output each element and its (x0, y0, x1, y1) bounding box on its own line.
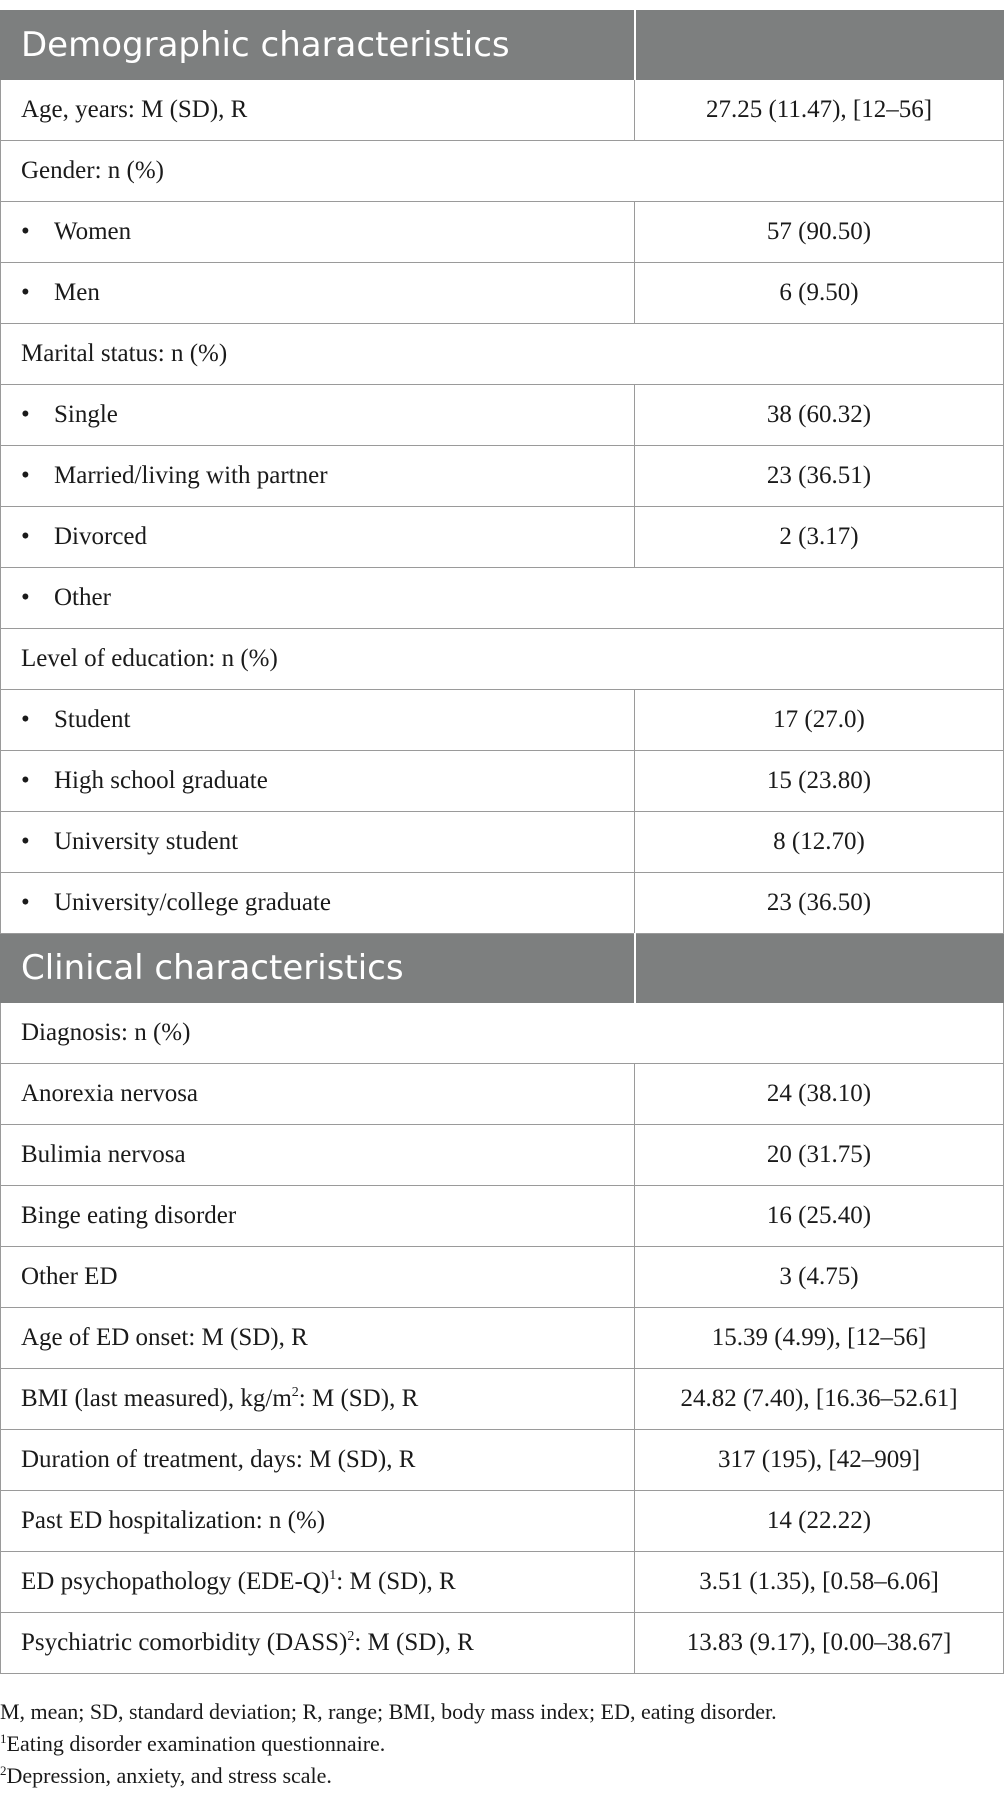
table-row (1, 1247, 1004, 1308)
row-label-cell (1, 1003, 1004, 1064)
row-label: High school graduate (54, 767, 268, 794)
bullet-marker: • (21, 462, 30, 489)
row-label-cell (1, 629, 1004, 690)
row-label: Single (54, 401, 118, 428)
row-label: Age, years: M (SD), R (21, 96, 248, 123)
table-row (1, 1491, 1004, 1552)
row-value: 17 (27.0) (635, 690, 1004, 751)
row-label: Bulimia nervosa (21, 1141, 186, 1168)
row-label-cell (1, 1430, 635, 1491)
table-row (1, 568, 1004, 629)
table-row (1, 446, 1004, 507)
table-row (1, 873, 1004, 934)
row-label: ED psychopathology (EDE-Q) (21, 1568, 330, 1595)
row-value: 27.25 (11.47), [12–56] (635, 80, 1004, 141)
table-row (1, 1064, 1004, 1125)
bullet-marker: • (21, 401, 30, 428)
table-row (1, 1430, 1004, 1491)
bullet-marker: • (21, 706, 30, 733)
row-label-cell (1, 1186, 635, 1247)
section-header-empty-cell (635, 11, 1004, 80)
table-row (1, 690, 1004, 751)
row-label-suffix: : M (SD), R (298, 1385, 419, 1412)
row-label-cell (1, 1369, 635, 1430)
row-label: Past ED hospitalization: n (%) (21, 1507, 326, 1534)
row-value: 24 (38.10) (635, 1064, 1004, 1125)
table-row (1, 1552, 1004, 1613)
section-header-empty-cell (635, 934, 1004, 1003)
footnote-mark: 2 (0, 1763, 7, 1778)
table-row (1, 1003, 1004, 1064)
footnote (0, 1728, 1004, 1760)
table-row (1, 385, 1004, 446)
row-value: 38 (60.32) (635, 385, 1004, 446)
row-label: Diagnosis: n (%) (21, 1019, 191, 1046)
footnote (0, 1696, 1004, 1728)
row-value: 6 (9.50) (635, 263, 1004, 324)
table-row (1, 629, 1004, 690)
footnote-marker: 2 (291, 1385, 299, 1400)
row-value: 13.83 (9.17), [0.00–38.67] (635, 1613, 1004, 1674)
table-row (1, 324, 1004, 385)
row-label-cell (1, 1125, 635, 1186)
table-row (1, 263, 1004, 324)
row-value: 23 (36.50) (635, 873, 1004, 934)
bullet-marker: • (21, 523, 30, 550)
row-label-cell (1, 1613, 635, 1674)
footnote (0, 1760, 1004, 1792)
table-footnotes (0, 1696, 1004, 1792)
row-label: Married/living with partner (54, 462, 328, 489)
section-header-row (1, 11, 1004, 80)
row-label-suffix: : M (SD), R (336, 1568, 456, 1595)
row-label-cell (1, 1308, 635, 1369)
row-value: 317 (195), [42–909] (635, 1430, 1004, 1491)
bullet-marker: • (21, 218, 30, 245)
bullet-marker: • (21, 279, 30, 306)
row-label: Anorexia nervosa (21, 1080, 199, 1107)
bullet-marker: • (21, 584, 30, 611)
row-label-cell (1, 507, 635, 568)
footnote-marker: 1 (329, 1568, 337, 1583)
row-label-cell (1, 1064, 635, 1125)
row-value: 14 (22.22) (635, 1491, 1004, 1552)
row-label-cell (1, 1552, 635, 1613)
row-label: Age of ED onset: M (SD), R (21, 1324, 308, 1351)
row-label-cell (1, 690, 635, 751)
row-value: 20 (31.75) (635, 1125, 1004, 1186)
table-row (1, 141, 1004, 202)
row-value: 8 (12.70) (635, 812, 1004, 873)
table-row (1, 812, 1004, 873)
row-label: Other ED (21, 1263, 118, 1290)
table-row (1, 507, 1004, 568)
table-row (1, 1369, 1004, 1430)
row-label: Divorced (54, 523, 148, 550)
row-value: 57 (90.50) (635, 202, 1004, 263)
row-label-cell (1, 812, 635, 873)
table-row (1, 1613, 1004, 1674)
table-row (1, 1308, 1004, 1369)
row-label: Student (54, 706, 131, 733)
footnote-mark: 1 (0, 1731, 7, 1746)
row-label: Duration of treatment, days: M (SD), R (21, 1446, 416, 1473)
row-label-cell (1, 1491, 635, 1552)
characteristics-table-wrapper (0, 10, 1004, 1674)
row-label-cell (1, 202, 635, 263)
table-row (1, 751, 1004, 812)
row-label: University/college graduate (54, 889, 331, 916)
bullet-marker: • (21, 828, 30, 855)
footnote-text: Eating disorder examination questionnaire. (6, 1731, 386, 1756)
table-row (1, 202, 1004, 263)
row-label: Gender: n (%) (21, 157, 164, 184)
row-label: University student (54, 828, 239, 855)
row-value: 16 (25.40) (635, 1186, 1004, 1247)
footnote-marker: 2 (347, 1629, 355, 1644)
row-label-cell (1, 324, 1004, 385)
row-label-cell (1, 385, 635, 446)
bullet-marker: • (21, 889, 30, 916)
row-label-suffix: : M (SD), R (354, 1629, 474, 1656)
table-row (1, 80, 1004, 141)
row-label: Men (54, 279, 100, 306)
table-row (1, 1186, 1004, 1247)
row-label-cell (1, 751, 635, 812)
row-label-cell (1, 263, 635, 324)
row-label: Marital status: n (%) (21, 340, 228, 367)
row-label-cell (1, 873, 635, 934)
section-title: Clinical characteristics (1, 934, 635, 1003)
row-label: Binge eating disorder (21, 1202, 237, 1229)
section-header-row (1, 934, 1004, 1003)
row-label-cell (1, 568, 1004, 629)
row-value: 3 (4.75) (635, 1247, 1004, 1308)
row-label-cell (1, 1247, 635, 1308)
row-label-cell (1, 446, 635, 507)
table-row (1, 1125, 1004, 1186)
section-title: Demographic characteristics (1, 11, 635, 80)
row-value: 15.39 (4.99), [12–56] (635, 1308, 1004, 1369)
row-value: 2 (3.17) (635, 507, 1004, 568)
characteristics-table (0, 10, 1004, 1674)
row-label: BMI (last measured), kg/m (21, 1385, 292, 1412)
row-value: 3.51 (1.35), [0.58–6.06] (635, 1552, 1004, 1613)
row-label-cell (1, 141, 1004, 202)
footnote-text: Depression, anxiety, and stress scale. (6, 1763, 332, 1788)
row-label: Other (54, 584, 111, 611)
row-value: 24.82 (7.40), [16.36–52.61] (635, 1369, 1004, 1430)
row-label: Women (54, 218, 132, 245)
row-value: 15 (23.80) (635, 751, 1004, 812)
row-label: Psychiatric comorbidity (DASS) (21, 1629, 348, 1656)
footnote-text: M, mean; SD, standard deviation; R, range; BMI, body mass index; ED, eating disorder. (0, 1699, 777, 1724)
row-label: Level of education: n (%) (21, 645, 278, 672)
row-value: 23 (36.51) (635, 446, 1004, 507)
bullet-marker: • (21, 767, 30, 794)
row-label-cell (1, 80, 635, 141)
table-body (1, 11, 1004, 1674)
